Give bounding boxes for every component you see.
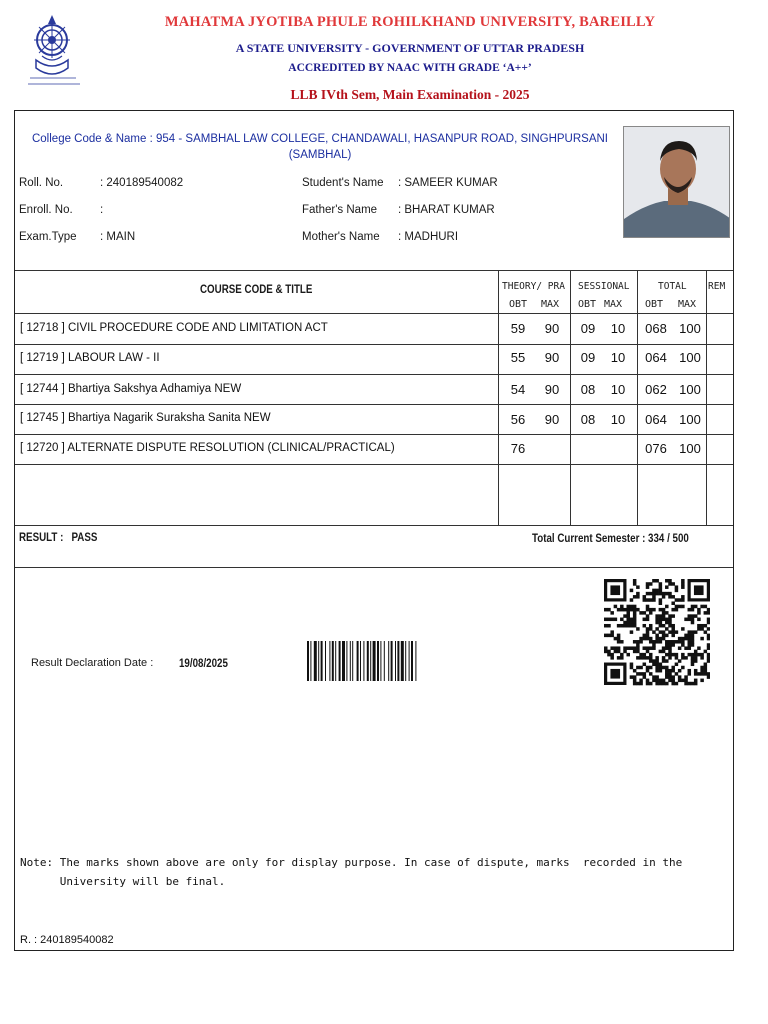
table-top-border (15, 270, 733, 271)
row-divider (15, 434, 733, 435)
declaration-date-value: 19/08/2025 (179, 658, 228, 670)
sessional-obt: 08 (580, 412, 596, 427)
student-name-label: Student's Name (302, 177, 384, 189)
header-sessional-obt: OBT (578, 299, 597, 310)
student-name-value: : SAMEER KUMAR (398, 177, 498, 189)
total-obt: 068 (645, 321, 667, 336)
theory-obt: 56 (510, 412, 526, 427)
theory-obt: 59 (510, 321, 526, 336)
roll-no-label: Roll. No. (19, 177, 64, 189)
sessional-max: 10 (610, 321, 626, 336)
row-divider (15, 374, 733, 375)
college-line-2: (SAMBHAL) (288, 149, 352, 161)
barcode (307, 641, 447, 681)
exam-type-label: Exam.Type (19, 231, 77, 243)
mother-name-value: : MADHURI (398, 231, 459, 243)
theory-max: 90 (544, 321, 560, 336)
sessional-obt: 09 (580, 350, 596, 365)
qr-code (604, 579, 710, 687)
table-bottom-border (15, 525, 733, 526)
course-title: [ 12745 ] Bhartiya Nagarik Suraksha Sanita NEW (20, 412, 271, 424)
college-name (18, 131, 622, 163)
theory-max: 90 (544, 412, 560, 427)
total-max: 100 (679, 350, 701, 365)
total-current-semester: Total Current Semester : 334 / 500 (532, 533, 689, 545)
col-divider-total (637, 270, 638, 526)
course-title: [ 12718 ] CIVIL PROCEDURE CODE AND LIMITATION ACT (20, 322, 328, 334)
header-course-code-title: COURSE CODE & TITLE (200, 284, 313, 296)
total-max: 100 (679, 321, 701, 336)
theory-obt: 54 (510, 382, 526, 397)
row-divider (15, 404, 733, 405)
total-obt: 062 (645, 382, 667, 397)
sessional-max: 10 (610, 382, 626, 397)
sessional-max: 10 (610, 350, 626, 365)
result-bottom-border (15, 567, 733, 568)
college-line-1: College Code & Name : 954 - SAMBHAL LAW COLLEGE, CHANDAWALI, HASANPUR ROAD, SINGHPURSANI (31, 133, 609, 145)
enroll-no-label: Enroll. No. (19, 204, 73, 216)
header-total-obt: OBT (645, 299, 664, 310)
course-title: [ 12744 ] Bhartiya Sakshya Adhamiya NEW (20, 383, 242, 395)
sessional-obt: 08 (580, 382, 596, 397)
course-title: [ 12720 ] ALTERNATE DISPUTE RESOLUTION (CLINICAL/PRACTICAL) (20, 442, 395, 454)
exam-type-value: : MAIN (100, 231, 136, 243)
theory-obt: 55 (510, 350, 526, 365)
sessional-max: 10 (610, 412, 626, 427)
university-logo (22, 10, 90, 92)
roll-no-value: : 240189540082 (100, 177, 184, 189)
row-divider (15, 344, 733, 345)
col-divider-theory (498, 270, 499, 526)
enroll-no-value: : (100, 204, 104, 216)
university-name: MAHATMA JYOTIBA PHULE ROHILKHAND UNIVERSITY, BAREILLY (164, 14, 656, 30)
course-title: [ 12719 ] LABOUR LAW - II (20, 352, 160, 364)
result-status: RESULT : PASS (19, 532, 98, 544)
total-obt: 064 (645, 350, 667, 365)
header-theory: THEORY/ PRA (502, 281, 565, 292)
note-line-1: Note: The marks shown above are only for display purpose. In case of dispute, marks recorded in the (20, 856, 683, 869)
theory-max: 90 (544, 350, 560, 365)
col-divider-rem (706, 270, 707, 526)
declaration-date-label: Result Declaration Date : (31, 657, 154, 669)
header-remarks: REM (708, 281, 726, 292)
mother-name-label: Mother's Name (302, 231, 380, 243)
header-sessional: SESSIONAL (578, 281, 630, 292)
state-university-line: A STATE UNIVERSITY - GOVERNMENT OF UTTAR PRADESH (235, 41, 585, 55)
row-divider (15, 464, 733, 465)
note-line-2: University will be final. (20, 875, 226, 888)
theory-max: 90 (544, 382, 560, 397)
total-obt: 064 (645, 412, 667, 427)
father-name-value: : BHARAT KUMAR (398, 204, 495, 216)
accreditation-line: ACCREDITED BY NAAC WITH GRADE ‘A++’ (288, 62, 532, 74)
header-theory-obt: OBT (509, 299, 528, 310)
header-total: TOTAL (658, 281, 687, 292)
header-total-max: MAX (678, 299, 697, 310)
table-header-bottom (15, 313, 733, 314)
theory-obt: 76 (510, 441, 526, 456)
total-max: 100 (679, 441, 701, 456)
father-name-label: Father's Name (302, 204, 378, 216)
total-obt: 076 (645, 441, 667, 456)
total-max: 100 (679, 382, 701, 397)
total-max: 100 (679, 412, 701, 427)
disclaimer-note (20, 853, 682, 891)
exam-title: LLB IVth Sem, Main Examination - 2025 (290, 87, 530, 102)
header-theory-max: MAX (541, 299, 560, 310)
col-divider-sessional (570, 270, 571, 526)
student-photo (623, 126, 730, 238)
header-sessional-max: MAX (604, 299, 623, 310)
sessional-obt: 09 (580, 321, 596, 336)
footer-roll-number: R. : 240189540082 (20, 934, 114, 946)
